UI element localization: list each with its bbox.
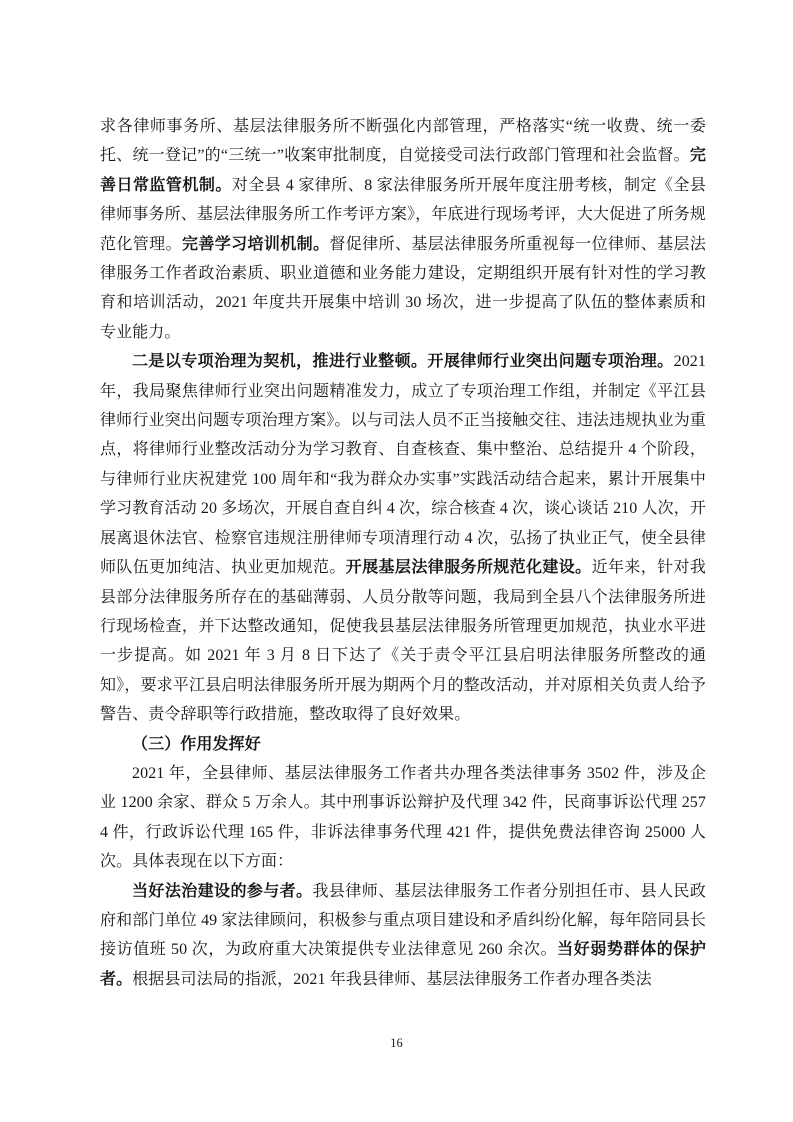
text-run: 根据县司法局的指派，2021 年我县律师、基层法律服务工作者办理各类法 (132, 970, 652, 988)
text-run-bold: 当好法治建设的参与者。 (132, 882, 313, 900)
document-body (100, 112, 706, 994)
text-run: 对全县 4 家律所、8 家法律服务所开展年度注册考核，制定《全县律师事务所、基层法律服务所工作考评方案》，年底进行现场考评，大大促进了所务规范化管理。 (100, 176, 706, 253)
text-run-bold: 完善日常监管机制。 (100, 147, 706, 194)
text-run-bold: 当好弱势群体的保护者。 (100, 941, 706, 988)
heading-section-three (100, 730, 706, 759)
text-run: 2021 年，我局聚焦律师行业突出问题精准发力，成立了专项治理工作组，并制定《平江县律师行业突出问题专项治理方案》。以与司法人员不正当接触交往、违法违规执业为重点，将律师行业整改活动分为学习教育、自查核查、集中整治、总结提升 4 个阶段，与律师行业庆祝建党 100 周年和“我为群众办实事”实践活动结合起来，累计开展集中学习教育活动 20 多场次，开展自查自纠 4 次，综合核查 4 次，谈心谈话 210 人次，开展离退休法官、检察官违规注册律师专项清理行动 4 次，弘扬了执业正气，使全县律师队伍更加纯洁、执业更加规范。 (100, 353, 706, 577)
text-run: 近年来，针对我县部分法律服务所存在的基础薄弱、人员分散等问题，我局到全县八个法律服务所进行现场检查，并下达整改通知，促使我县基层法律服务所管理更加规范，执业水平进一步提高。如 2021 年 3 月 8 日下达了《关于责令平江县启明法律服务所整改的通知》，要求平江县启明法律服务所开展为期两个月的整改活动，并对原相关负责人给予警告、责令辞职等行政措施，整改取得了良好效果。 (100, 559, 706, 724)
text-run: 我县律师、基层法律服务工作者分别担任市、县人民政府和部门单位 49 家法律顾问，积极参与重点项目建设和矛盾纠纷化解，每年陪同县长接访值班 50 次，为政府重大决策提供专业法律意见 260 余次。 (100, 882, 706, 959)
paragraph-supervision-continuation (100, 112, 706, 347)
paragraph-roles (100, 877, 706, 995)
page-footer (0, 1036, 793, 1051)
text-run-bold: 二是以专项治理为契机，推进行业整顿。开展律师行业突出问题专项治理。 (132, 353, 674, 371)
text-run: 求各律师事务所、基层法律服务所不断强化内部管理，严格落实“统一收费、统一委托、统一登记”的“三统一”收案审批制度，自觉接受司法行政部门管理和社会监督。 (100, 118, 706, 165)
text-run-bold: 开展基层法律服务所规范化建设。 (345, 559, 592, 577)
paragraph-statistics (100, 759, 706, 877)
text-run-bold: 完善学习培训机制。 (181, 235, 330, 253)
page-number: 16 (390, 1036, 403, 1050)
paragraph-special-governance (100, 347, 706, 729)
heading-text: （三）作用发挥好 (132, 735, 261, 753)
text-run: 2021 年，全县律师、基层法律服务工作者共办理各类法律事务 3502 件，涉及企业 1200 余家、群众 5 万余人。其中刑事诉讼辩护及代理 342 件，民商事诉讼代理 2574 件，行政诉讼代理 165 件，非诉法律事务代理 421 件，提供免费法律咨询 25000 人次。具体表现在以下方面： (100, 764, 706, 871)
text-run: 督促律所、基层法律服务所重视每一位律师、基层法律服务工作者政治素质、职业道德和业务能力建设，定期组织开展有针对性的学习教育和培训活动，2021 年度共开展集中培训 30 场次，进一步提高了队伍的整体素质和专业能力。 (100, 235, 706, 341)
